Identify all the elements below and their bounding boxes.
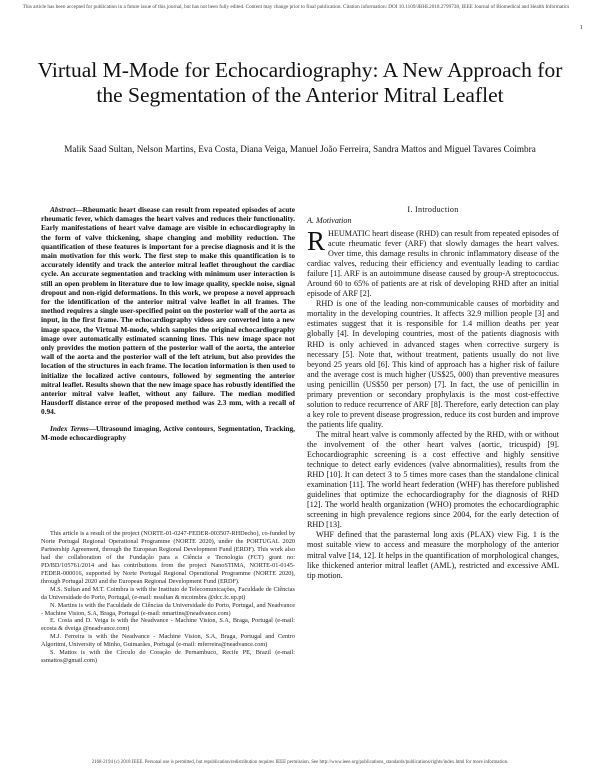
abstract-text: Rheumatic heart disease can result from repeated episodes of acute rheumatic fever, which damages the heart valves and reduces their functionality. Early manifestations of heart valve damage are visible in echocardiography in the form of valve thickening, shape changing and mobility reduction. The quantification of these features is important for a precise diagnosis and it is the main motivation for this work. The first step to make this quantification is to accurately identify and track the anterior mitral leaflet throughout the cardiac cycle. An accurate segmentation and tracking with minimum user interaction is still an open problem in literature due to low image quality, speckle noise, signal dropout and non-rigid deformations. In this work, we propose a novel approach for the identification of the anterior mitral valve leaflet in all frames. The method requires a single user-specified point on the posterior wall of the aorta as input, in the first frame. The echocardiography videos are converted into a new image space, the Virtual M-mode, which samples the original echocardiography image over automatically estimated scanning lines. This new image space not only provides the motion pattern of the posterior wall of the aorta, the anterior wall of the aorta and the posterior wall of the left atrium, but also provides the location of the structures in each frame. The location information is then used to initialize the localized active contours, followed by segmenting the anterior mitral leaflet. Results shown that the new image space has robustly identified the anterior mitral valve leaflet, without any failure. The median modified Hausdorff distance error of the proposed method was 2.3 mm, with a recall of 0.94. [41, 205, 295, 417]
index-terms: Index Terms—Ultrasound imaging, Active contours, Segmentation, Tracking, M-mode echocardiography [41, 423, 295, 442]
footnote-affiliation: S. Mattos is with the Círculo do Coração de Pernambuco, Recife PE, Brazil (e-mail: ssmattos@gmail.com) [41, 649, 295, 665]
paper-title: Virtual M-Mode for Echocardiography: A New Approach for the Segmentation of the Anterior Mitral Leaflet [37, 58, 563, 107]
footnote-affiliation: M.J. Ferreira is with the Neadvance - Machine Vision, S.A, Braga, Portugal and Centro Algoritmi, University of Minho, Guimarães, Portugal (e-mail: mferreira@neadvance.com) [41, 633, 295, 649]
footnote-affiliation: N. Martins is with the Faculdade de Ciências da Universidade do Porto, Portugal, and Neadvance - Machine Vision, S.A, Braga, Portugal (e-mail: nmartins@neadvance.com) [41, 601, 295, 617]
subsection-heading: A. Motivation [307, 216, 352, 225]
body-paragraph: The mitral heart valve is commonly affected by the RHD, with or without the involvement of the other heart valves (aortic, tricuspid) [9]. Echocardiographic screening is a cost effective and highly sensitive technique to detect early evidences (valve abnormalities), results from the RHD [10]. It can detect 3 to 5 times more cases than the standalone clinical examination [11]. The world heart federation (WHF) has therefore published guidelines that optimize the echocardiography for the diagnosis of RHD [12]. The world health organization (WHO) promotes the echocardiographic screening in high prevalence regions since 2004, for the early detection of RHD [13]. [307, 429, 559, 530]
index-terms-label: Index Terms [50, 423, 89, 433]
body-paragraph: WHF defined that the parasternal long axis (PLAX) view Fig. 1 is the most suitable view to access and measure the morphology of the anterior mitral valve [14, 12]. It helps in the quantification of morphological changes, like thickened anterior mitral leaflet (AML), restricted and excessive AML tip motion. [307, 530, 559, 580]
index-terms-text: Ultrasound imaging, Active contours, Segmentation, Tracking, M-mode echocardiography [41, 423, 295, 442]
right-column [307, 205, 559, 581]
body-paragraph: RHD is one of the leading non-communicable causes of morbidity and mortality in the developing countries. It affects 32.9 million people [3] and estimates suggest that it is responsible for 1.4 million deaths per year globally [4]. In developing countries, most of the patients diagnosis with RHD is only achieved in advanced stages when corrective surgery is necessary [5]. Note that, without treatment, patients usually do not live beyond 25 years old [6]. This kind of approach has a higher risk of failure and the average cost is much higher (US$25, 000) than preventive measures using penicillin (US$50 per person) [7]. In fact, the use of penicillin in primary prevention or secondary prophylaxis is the most cost-effective solution to reduce recurrence of ARF [8]. Therefore, early detection can play a key role to prevent disease progression, reduce its cost burden and improve the patients life quality. [307, 299, 559, 429]
drop-cap: R [307, 226, 326, 256]
footnote-funding: This article is a result of the project (NORTE-01-0247-FEDER-003507-RHDecho), co-funded by Norte Portugal Regional Operational Programme (NORTE 2020), under the PORTUGAL 2020 Partnership Agreement, through the European Regional Development Fund (ERDF). This work also had the collaboration of the Fundação para a Ciência e Tecnologia (FCT) grant no: PD/BD/105761/2014 and has contributions from the project NanoSTIMA, NORTE-01-0145-FEDER-000016, supported by Norte Portugal Regional Operational Programme (NORTE 2020), through Portugal 2020 and the European Regional Development Fund (ERDF). [41, 530, 295, 585]
body-paragraph [307, 226, 559, 299]
journal-header-note: This article has been accepted for publication in a future issue of this journal, but has not been fully edited. Content may change prior to final publication. Citation information: DOI 10.1109/JBHI.2018.2799738, IEEE Journal of Biomedical and Health Informatics [22, 4, 570, 10]
section-heading: I. Introduction [407, 205, 459, 214]
abstract-label: Abstract [50, 205, 76, 214]
page-number: 1 [579, 24, 583, 31]
paragraph-text: HEUMATIC heart disease (RHD) can result from repeated episodes of acute rheumatic fever (ARF) that slowly damages the heart valves. Over time, this damage results in chronic inflammatory disease of the cardiac valves, reducing their efficiency and eventually leading to cardiac failure [1]. ARF is an autoimmune disease caused by group-A streptococcus. Around 60 to 65% of patients are at risk of developing RHD after an initial episode of ARF [2]. [307, 229, 559, 299]
author-list: Malik Saad Sultan, Nelson Martins, Eva Costa, Diana Veiga, Manuel João Ferreira, Sandra Mattos and Miguel Tavares Coimbra [64, 144, 536, 154]
left-column [41, 205, 295, 442]
footnote-affiliation: E. Costa and D. Veiga is with the Neadvance - Machine Vision, S.A, Braga, Portugal (e-mail: ecosta & dveiga @neadvance.com) [41, 617, 295, 633]
footnotes [41, 530, 295, 665]
footnote-affiliation: M.S. Sultan and M.T. Coimbra is with the Instituto de Telecomunicações, Faculdade de Ciências da Universidade do Porto, Portugal, (e-mail: msultan & mcoimbra @dcc.fc.up.pt) [41, 585, 295, 601]
copyright-footer: 2168-2194 (c) 2018 IEEE. Personal use is permitted, but republication/redistribution requires IEEE permission. See http://www.ieee.org/publications_standards/publications/rights/index.html for more information. [91, 760, 509, 765]
abstract: Abstract—Rheumatic heart disease can result from repeated episodes of acute rheumatic fever, which damages the heart valves and reduces their functionality. Early manifestations of heart valve damage are visible in echocardiography in the form of valve thickening, shape changing and mobility reduction. The quantification of these features is important for a precise diagnosis and it is the main motivation for this work. The first step to make this quantification is to accurately identify and track the anterior mitral leaflet throughout the cardiac cycle. An accurate segmentation and tracking with minimum user interaction is still an open problem in literature due to low image quality, speckle noise, signal dropout and non-rigid deformations. In this work, we propose a novel approach for the identification of the anterior mitral valve leaflet in all frames. The method requires a single user-specified point on the posterior wall of the aorta as input, in the first frame. The echocardiography videos are converted into a new image space, the Virtual M-mode, which samples the original echocardiography image over automatically estimated scanning lines. This new image space not only provides the motion pattern of the posterior wall of the aorta, the anterior wall of the aorta and the posterior wall of the left atrium, but also provides the location of the structures in each frame. The location information is then used to initialize the localized active contours, followed by segmenting the anterior mitral leaflet. Results shown that the new image space has robustly identified the anterior mitral valve leaflet, without any failure. The median modified Hausdorff distance error of the proposed method was 2.3 mm, with a recall of 0.94. [41, 205, 295, 417]
